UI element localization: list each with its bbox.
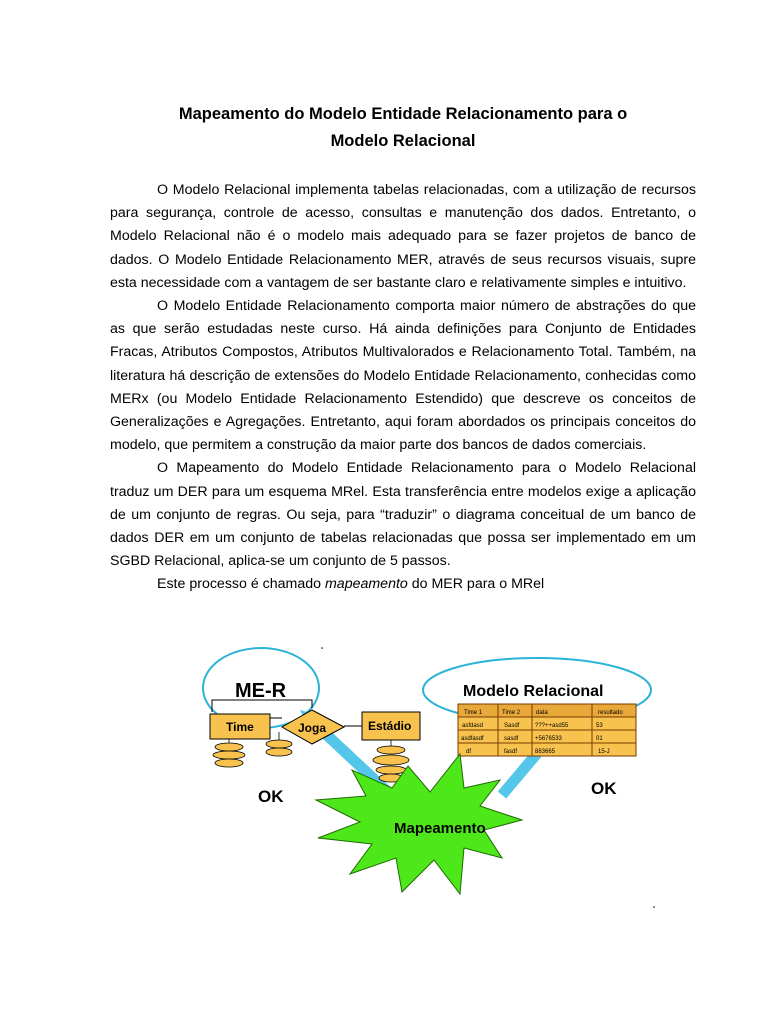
page-title (110, 101, 696, 155)
relational-label: Modelo Relacional (463, 683, 604, 700)
table-cell: fasdf (504, 749, 518, 755)
attributes-time (213, 739, 245, 767)
paragraph-2: O Modelo Entidade Relacionamento comporta maior número de abstrações do que as que serão estudadas neste curso. Há ainda definições para Conjunto de Entidades Fracas, Atributos Compostos, Atributos Multivalorados e Relacionamento Total. Também, na literatura há descrição de extensões do Modelo Entidade Relacionamento, conhecidas como MERx (ou Modelo Entidade Relacionamento Estendido) que descreve os conceitos de Generalizações e Agregações. Entretanto, aqui foram abordados os principais conceitos do modelo, que permitem a construção da maior parte dos bancos de dados comerciais. (110, 298, 696, 454)
mer-label: ME-R (235, 680, 287, 702)
title-line-2: Modelo Relacional (330, 132, 476, 150)
table-cell: 883665 (535, 749, 556, 755)
paragraph-3: O Mapeamento do Modelo Entidade Relacionamento para o Modelo Relacional traduz um DER para um esquema MRel. Esta transferência entre modelos exige a aplicação de um conjunto de regras. Ou seja, para “traduzir” o diagrama conceitual de um banco de dados DER em um conjunto de tabelas relacionadas que possa ser implementado em um SGBD Relacional, aplica-se um conjunto de 5 passos. (110, 460, 696, 570)
entity-time-label: Time (226, 720, 254, 734)
relationship-joga-label: Joga (298, 721, 327, 735)
table-cell: 01 (596, 736, 603, 742)
ok-right-label: OK (591, 779, 617, 798)
paragraph-4-after: do MER para o MRel (407, 576, 545, 593)
table-header-3: data (536, 710, 548, 716)
table-cell: asfdasd (462, 723, 484, 729)
table-cell: ???++asd55 (535, 723, 569, 729)
document-body (110, 179, 696, 597)
table-cell: sasdf (504, 736, 519, 742)
mapping-label: Mapeamento (394, 820, 486, 837)
paragraph-4-emphasis: mapeamento (324, 576, 408, 593)
mapping-diagram (202, 620, 656, 910)
paragraph-4-before: Este processo é chamado (157, 576, 325, 593)
table-header-1: Time 1 (464, 710, 483, 716)
table-cell: df (466, 749, 472, 755)
relational-table (458, 704, 636, 756)
table-cell: Sasdf (504, 723, 520, 729)
table-cell: asdfasdf (461, 736, 484, 742)
title-line-1: Mapeamento do Modelo Entidade Relacionamento para o (178, 105, 628, 123)
mapping-diagram-svg (202, 620, 656, 910)
paragraph-1: O Modelo Relacional implementa tabelas relacionadas, com a utilização de recursos para segurança, controle de acesso, consultas e manutenção dos dados. Entretanto, o Modelo Relacional não é o modelo mais adequado para se fazer projetos de banco de dados. O Modelo Entidade Relacionamento MER, através de seus recursos visuais, supre esta necessidade com a vantagem de ser bastante claro e relativamente simples e intuitivo. (110, 182, 696, 291)
entity-estadio-label: Estádio (368, 719, 412, 733)
table-cell: +5676533 (535, 736, 562, 742)
paragraph-4 (110, 573, 696, 596)
table-header-4: resultado (598, 710, 623, 716)
table-cell: 15-J (598, 749, 610, 755)
table-header-2: Time 2 (502, 710, 521, 716)
ok-left-label: OK (258, 787, 284, 806)
table-cell: 53 (596, 723, 603, 729)
